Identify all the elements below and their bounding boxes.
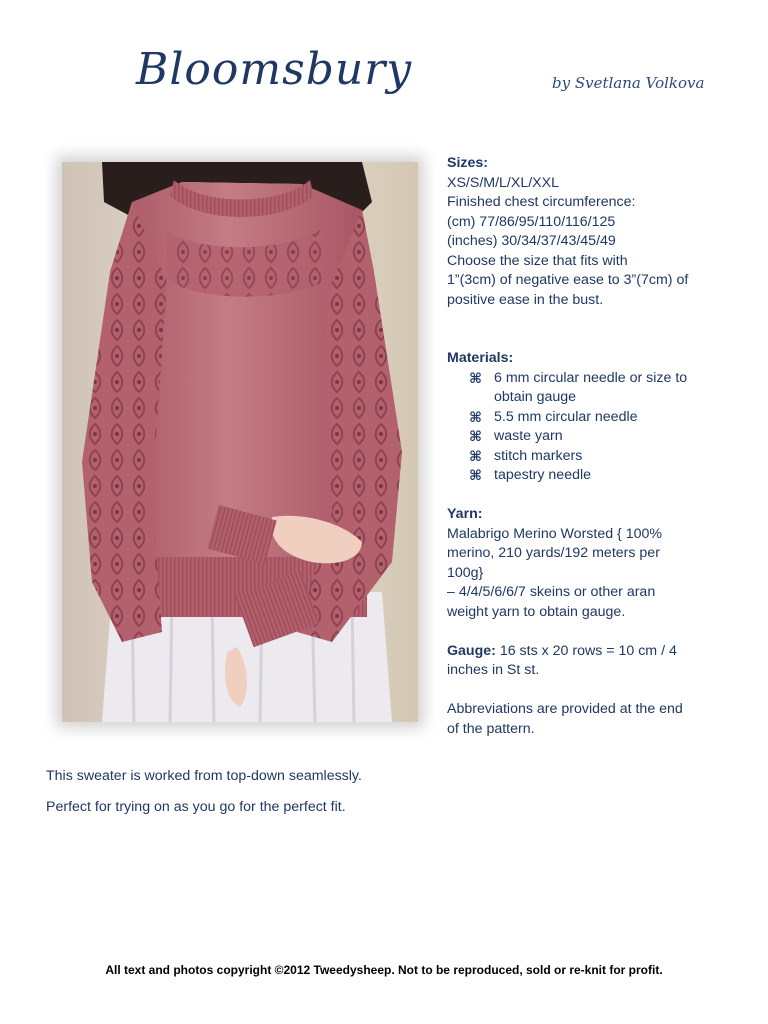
abbreviations-note: Abbreviations are provided at the end xyxy=(447,701,683,717)
list-item xyxy=(469,447,737,467)
yarn-label: Yarn: xyxy=(447,506,483,522)
sizes-line: (inches) 30/34/37/43/45/49 xyxy=(447,233,616,249)
gauge-label: Gauge: xyxy=(447,642,496,659)
list-item xyxy=(469,408,737,428)
yarn-line: 100g} xyxy=(447,564,484,581)
list-item xyxy=(469,466,737,486)
sizes-line: Finished chest circumference: xyxy=(447,194,636,210)
material-text: 6 mm circular needle or size to xyxy=(494,369,688,386)
material-text: stitch markers xyxy=(494,447,583,464)
pattern-specifications xyxy=(447,154,737,739)
gauge-line xyxy=(447,642,737,662)
intro-text xyxy=(46,768,362,830)
command-bullet-icon: ⌘ xyxy=(469,447,482,464)
sizes-line: Choose the size that fits with xyxy=(447,252,628,269)
materials-label: Materials: xyxy=(447,350,514,366)
intro-paragraph: This sweater is worked from top-down seamlessly. xyxy=(46,768,362,784)
sizes-line: positive ease in the bust. xyxy=(447,291,604,308)
abbreviations-note: of the pattern. xyxy=(447,720,535,737)
list-item xyxy=(469,427,737,447)
intro-paragraph: Perfect for trying on as you go for the perfect fit. xyxy=(46,799,346,815)
material-text: waste yarn xyxy=(494,428,563,444)
sweater-photo-illustration xyxy=(62,162,418,722)
sizes-line: XS/S/M/L/XL/XXL xyxy=(447,174,559,191)
sweater-photo xyxy=(62,162,418,722)
gauge-line: inches in St st. xyxy=(447,662,540,678)
sizes-line: (cm) 77/86/95/110/116/125 xyxy=(447,213,616,230)
designer-byline: by Svetlana Volkova xyxy=(552,74,705,92)
command-bullet-icon: ⌘ xyxy=(469,428,482,444)
command-bullet-icon: ⌘ xyxy=(469,369,482,386)
material-text: 5.5 mm circular needle xyxy=(494,408,638,425)
sizes-line: 1”(3cm) of negative ease to 3”(7cm) of xyxy=(447,272,689,288)
material-text: obtain gauge xyxy=(494,389,577,405)
list-item xyxy=(469,369,737,408)
command-bullet-icon: ⌘ xyxy=(469,467,482,483)
sizes-label: Sizes: xyxy=(447,155,489,171)
materials-list xyxy=(447,369,737,486)
material-text: tapestry needle xyxy=(494,467,592,483)
yarn-line: merino, 210 yards/192 meters per xyxy=(447,545,660,561)
pattern-title: Bloomsbury xyxy=(136,44,413,95)
command-bullet-icon: ⌘ xyxy=(469,408,482,425)
yarn-line: Malabrigo Merino Worsted { 100% xyxy=(447,525,663,542)
yarn-line: – 4/4/5/6/6/7 skeins or other aran xyxy=(447,584,656,600)
copyright-footer: All text and photos copyright ©2012 Tweedysheep. Not to be reproduced, sold or re-knit for profit. xyxy=(105,963,663,977)
yarn-line: weight yarn to obtain gauge. xyxy=(447,603,626,620)
gauge-value: 16 sts x 20 rows = 10 cm / 4 xyxy=(495,642,677,659)
